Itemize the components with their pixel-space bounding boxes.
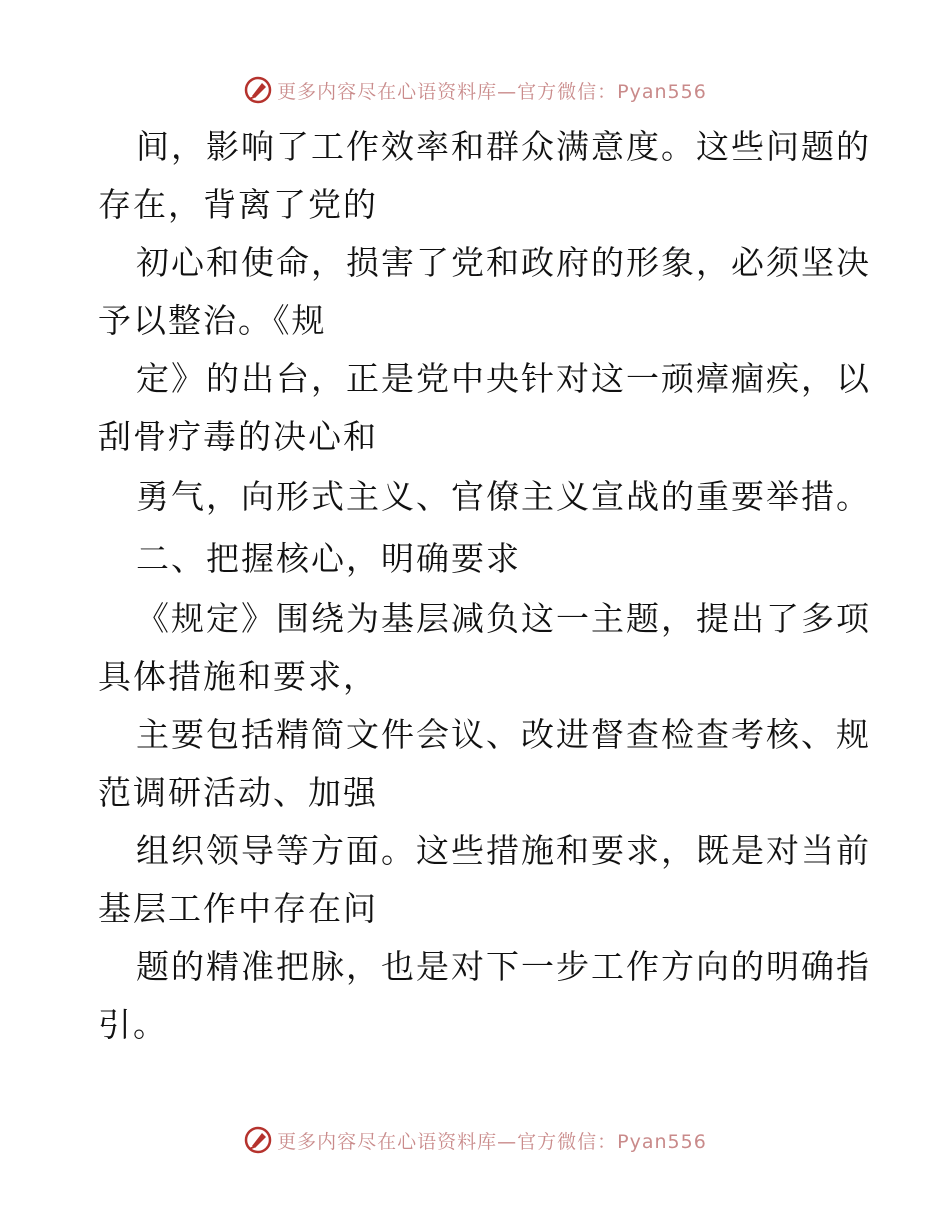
text-line: 初心和使命，损害了党和政府的形象，必须坚决 [136,243,871,282]
text-line: 主要包括精简文件会议、改进督查检查考核、规 [136,715,871,754]
text-line: 题的精准把脉，也是对下一步工作方向的明确指 [136,947,871,986]
section-heading: 二、把握核心，明确要求 [136,539,521,578]
document-body [98,118,871,1054]
text-line: 具体措施和要求， [98,657,378,696]
text-line: 范调研活动、加强 [98,773,378,812]
text-line: 刮骨疗毒的决心和 [98,417,378,456]
footer-banner-text: 更多内容尽在心语资料库—官方微信：Pyan556 [277,1130,707,1153]
pen-nib-logo-icon [243,75,273,105]
header-banner [0,70,950,110]
text-line: 存在，背离了党的 [98,185,378,224]
footer-banner [0,1120,950,1160]
text-line: 勇气，向形式主义、官僚主义宣战的重要举措。 [136,477,871,516]
text-line: 组织领导等方面。这些措施和要求，既是对当前 [136,831,871,870]
pen-nib-logo-icon [243,1125,273,1155]
text-line: 定》的出台，正是党中央针对这一顽瘴痼疾，以 [136,359,871,398]
text-line: 间，影响了工作效率和群众满意度。这些问题的 [136,127,871,166]
header-banner-text: 更多内容尽在心语资料库—官方微信：Pyan556 [277,80,707,103]
text-line: 引。 [98,1005,168,1044]
text-line: 基层工作中存在问 [98,889,378,928]
text-line: 《规定》围绕为基层减负这一主题，提出了多项 [136,599,871,638]
text-line: 予以整治。《规 [98,301,327,340]
